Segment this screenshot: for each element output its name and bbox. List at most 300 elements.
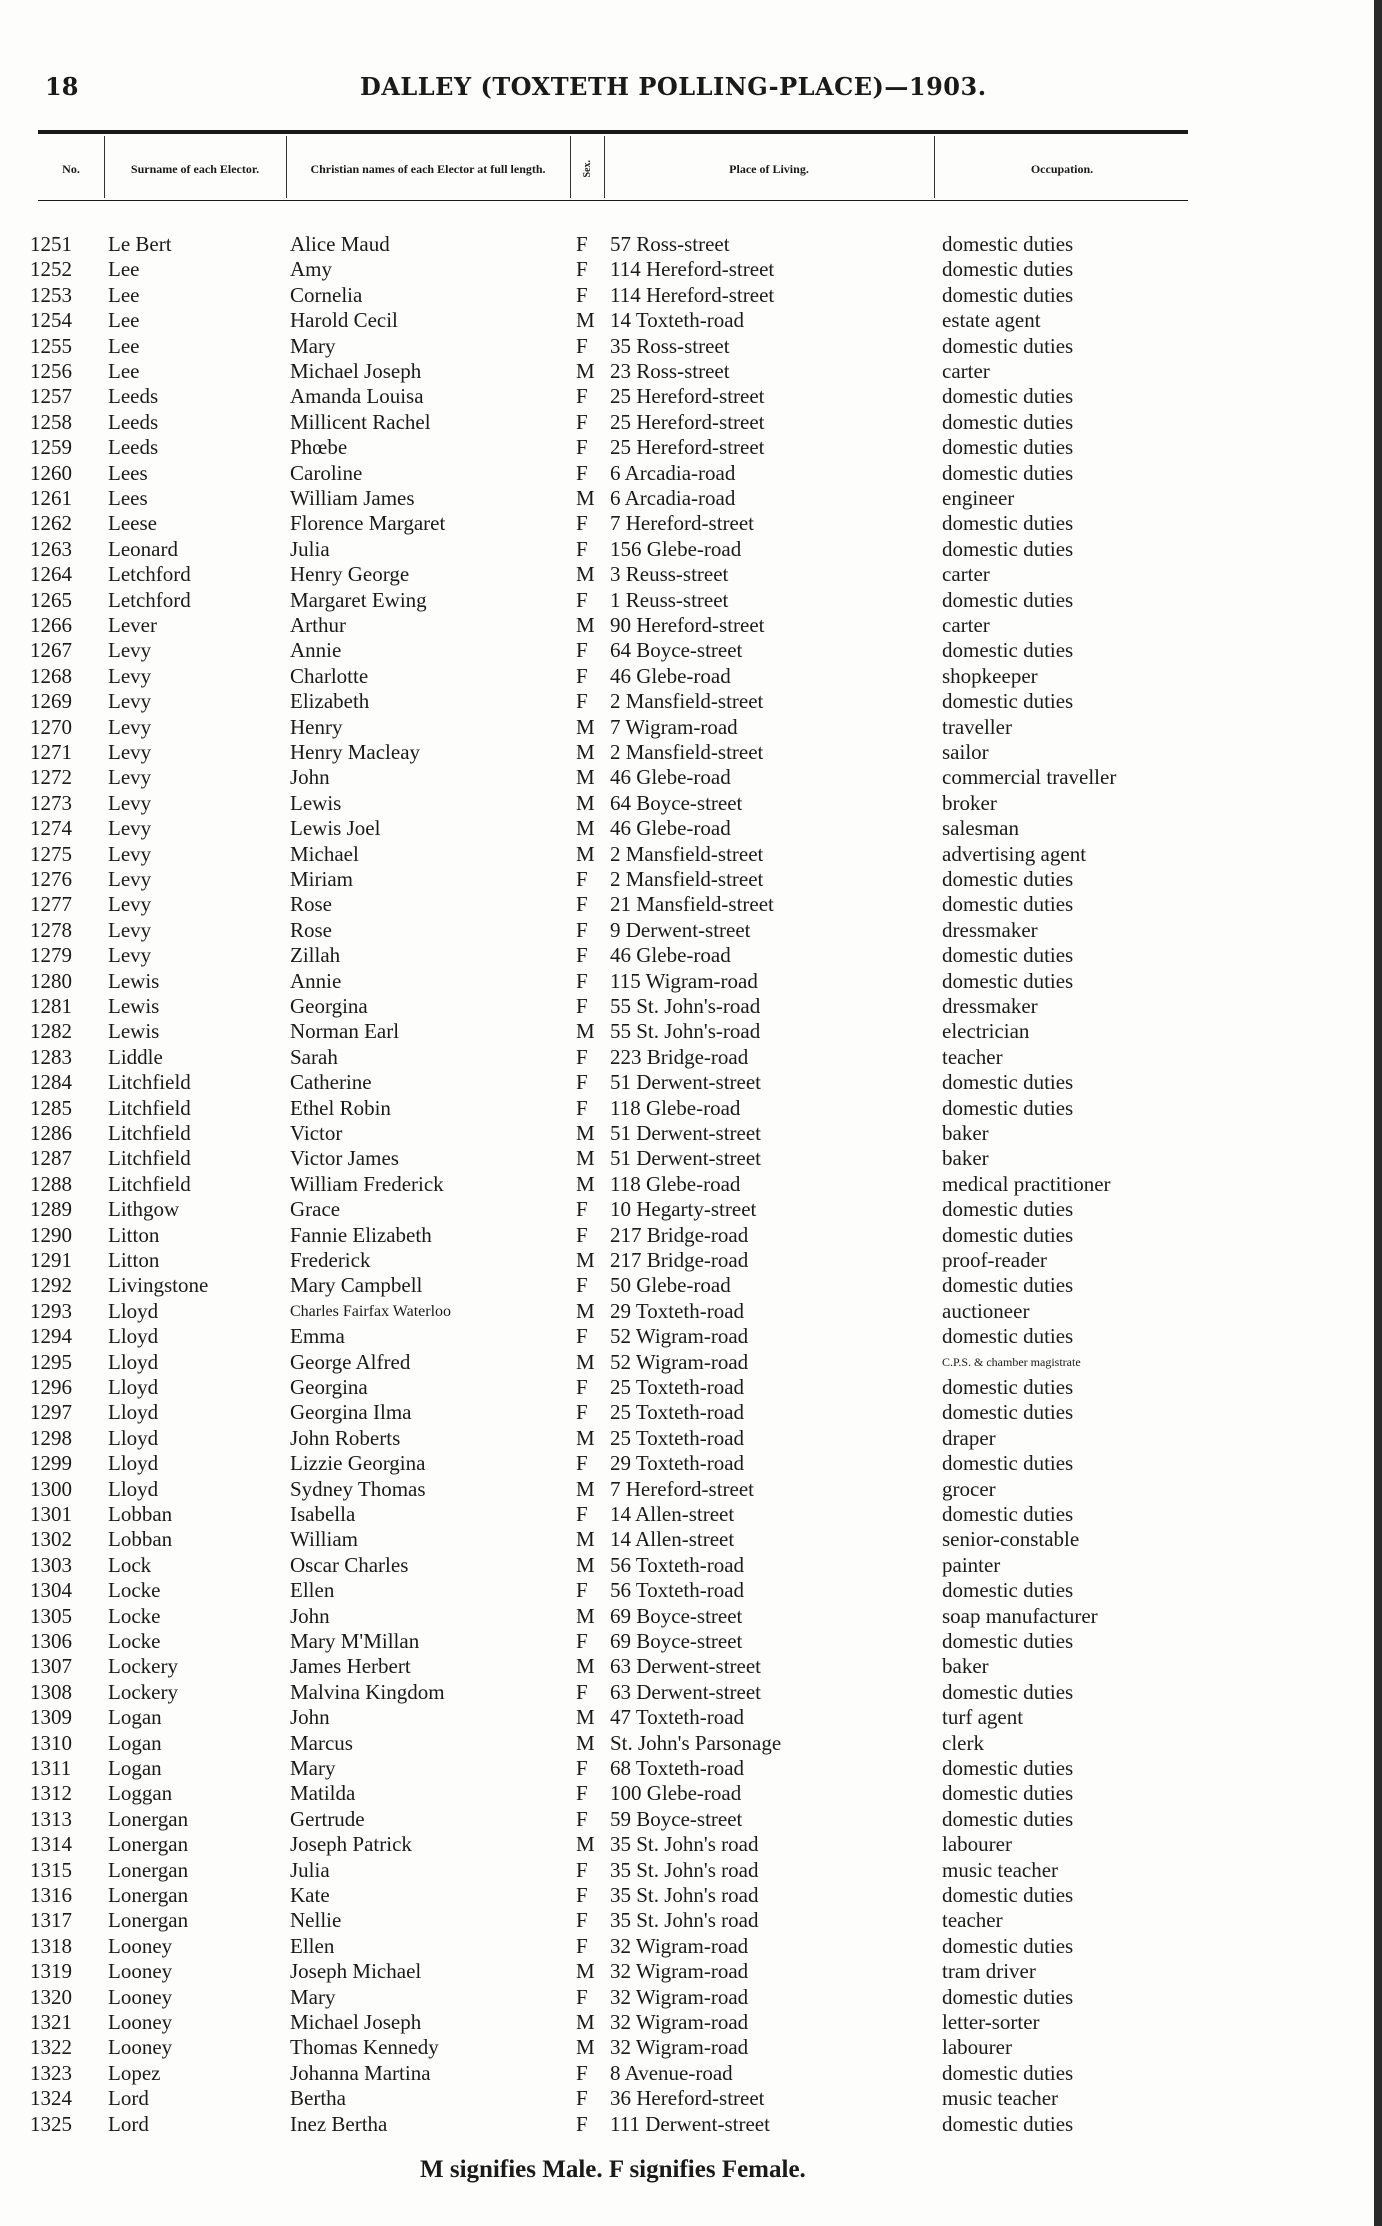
cell-sex: F [576,1578,588,1603]
cell-occupation: domestic duties [942,1324,1074,1349]
cell-occupation: domestic duties [942,1578,1074,1603]
cell-sex: F [576,1781,588,1806]
cell-row-number: 1256 [30,359,72,383]
cell-row-number: 1291 [30,1248,72,1272]
cell-place-of-living: 2 Mansfield-street [610,740,764,764]
cell-christian-names: Mary [290,333,336,358]
cell-row-number: 1279 [30,943,72,968]
cell-sex: F [576,384,588,409]
cell-occupation: broker [942,790,997,815]
cell-place-of-living: 46 Glebe-road [610,765,731,790]
cell-row-number: 1270 [30,714,72,739]
cell-place-of-living: 7 Wigram-road [610,714,738,739]
cell-occupation: shopkeeper [942,663,1038,688]
cell-surname: Lewis [108,1019,160,1044]
cell-occupation: clerk [942,1730,984,1755]
cell-sex: F [576,1679,588,1704]
cell-sex: F [576,232,588,256]
table-row [0,1400,1382,1425]
cell-christian-names: Henry [290,714,343,739]
cell-row-number: 1287 [30,1146,72,1171]
cell-surname: Levy [108,917,152,942]
table-row [0,1756,1382,1781]
cell-row-number: 1263 [30,536,72,561]
table-row [0,257,1382,282]
cell-surname: Leeds [108,435,159,460]
cell-christian-names: Amanda Louisa [290,384,424,409]
page-number: 18 [45,72,79,101]
cell-christian-names: Alice Maud [290,232,390,256]
cell-place-of-living: 2 Mansfield-street [610,867,764,891]
cell-christian-names: John [290,1603,330,1628]
table-row [0,1832,1382,1857]
cell-surname: Litton [108,1222,160,1247]
cell-surname: Lonergan [108,1857,189,1882]
cell-occupation: baker [942,1146,989,1171]
table-row [0,740,1382,765]
cell-occupation: tram driver [942,1959,1036,1984]
cell-row-number: 1313 [30,1806,72,1831]
cell-row-number: 1282 [30,1019,72,1044]
cell-surname: Le Bert [108,232,172,256]
cell-place-of-living: 59 Boyce-street [610,1806,743,1831]
cell-christian-names: Michael Joseph [290,359,422,383]
cell-row-number: 1260 [30,460,72,485]
cell-surname: Levy [108,841,152,866]
cell-place-of-living: 36 Hereford-street [610,2086,765,2111]
cell-occupation: domestic duties [942,333,1074,358]
cell-surname: Locke [108,1578,161,1603]
cell-christian-names: Ellen [290,1578,335,1603]
cell-place-of-living: 69 Boyce-street [610,1603,743,1628]
header-sex-label: Sex. [581,160,593,178]
cell-occupation: domestic duties [942,1070,1074,1095]
cell-row-number: 1276 [30,867,72,891]
cell-occupation: carter [942,562,990,587]
cell-surname: Lee [108,308,140,333]
cell-christian-names: Rose [290,892,332,917]
cell-place-of-living: 25 Hereford-street [610,409,765,434]
cell-row-number: 1266 [30,613,72,637]
cell-sex: F [576,1756,588,1780]
cell-sex: M [576,1959,595,1984]
table-row [0,1934,1382,1959]
cell-surname: Lloyd [108,1298,159,1323]
cell-sex: F [576,1197,588,1222]
cell-surname: Litchfield [108,1146,191,1171]
table-row [0,308,1382,333]
table-row [0,715,1382,740]
cell-occupation: domestic duties [942,257,1074,282]
cell-occupation: domestic duties [942,511,1074,536]
cell-place-of-living: 52 Wigram-road [610,1349,749,1374]
cell-sex: M [576,1705,595,1730]
table-row [0,867,1382,892]
cell-christian-names: Amy [290,257,332,282]
cell-surname: Lewis [108,968,160,993]
cell-christian-names: Zillah [290,943,341,968]
cell-row-number: 1280 [30,968,72,993]
cell-row-number: 1320 [30,1984,72,2009]
cell-sex: F [576,1400,588,1425]
cell-sex: M [576,2035,595,2060]
cell-surname: Lonergan [108,1806,189,1831]
cell-surname: Lloyd [108,1349,159,1374]
cell-row-number: 1273 [30,790,72,815]
table-row [0,664,1382,689]
cell-occupation: estate agent [942,308,1041,333]
cell-occupation: advertising agent [942,841,1087,866]
table-row [0,689,1382,714]
cell-christian-names: Joseph Patrick [290,1832,412,1857]
cell-surname: Lloyd [108,1375,159,1399]
cell-place-of-living: St. John's Parsonage [610,1730,782,1755]
cell-sex: M [576,562,595,587]
table-row [0,334,1382,359]
cell-christian-names: Gertrude [290,1806,365,1831]
cell-christian-names: Fannie Elizabeth [290,1222,432,1247]
cell-occupation: baker [942,1654,989,1679]
cell-christian-names: Frederick [290,1248,371,1272]
table-row [0,1578,1382,1603]
cell-occupation: domestic duties [942,282,1074,307]
cell-christian-names: Lewis Joel [290,816,381,841]
cell-sex: F [576,638,588,663]
cell-sex: F [576,968,588,993]
table-row [0,1096,1382,1121]
cell-place-of-living: 21 Mansfield-street [610,892,774,917]
cell-surname: Lock [108,1552,152,1577]
cell-christian-names: Ellen [290,1933,335,1958]
cell-surname: Litton [108,1248,160,1272]
cell-christian-names: Cornelia [290,282,363,307]
header-surname: Surname of each Elector. [130,161,260,176]
cell-row-number: 1293 [30,1298,72,1323]
cell-occupation: domestic duties [942,968,1074,993]
cell-sex: M [576,1552,595,1577]
cell-occupation: domestic duties [942,1984,1074,2009]
cell-christian-names: Georgina [290,1375,368,1399]
cell-christian-names: Mary [290,1756,336,1780]
cell-place-of-living: 10 Hegarty-street [610,1197,757,1222]
cell-place-of-living: 156 Glebe-road [610,536,742,561]
table-row [0,1375,1382,1400]
cell-occupation: domestic duties [942,1933,1074,1958]
cell-row-number: 1258 [30,409,72,434]
cell-occupation: medical practitioner [942,1171,1111,1196]
cell-surname: Locke [108,1629,161,1653]
cell-surname: Lord [108,2086,149,2111]
cell-christian-names: Julia [290,536,330,561]
cell-christian-names: Elizabeth [290,689,370,714]
cell-christian-names: Catherine [290,1070,372,1095]
cell-surname: Leeds [108,384,159,409]
table-row [0,1426,1382,1451]
cell-sex: F [576,1984,588,2009]
cell-christian-names: Inez Bertha [290,2111,388,2136]
cell-place-of-living: 46 Glebe-road [610,943,731,968]
cell-place-of-living: 46 Glebe-road [610,663,731,688]
cell-occupation: turf agent [942,1705,1024,1730]
table-row [0,816,1382,841]
cell-christian-names: Mary M'Millan [290,1629,420,1653]
table-row [0,1781,1382,1806]
cell-occupation: domestic duties [942,2060,1074,2085]
cell-row-number: 1255 [30,333,72,358]
cell-christian-names: Miriam [290,867,353,891]
cell-occupation: music teacher [942,2086,1059,2111]
cell-sex: F [576,2060,588,2085]
cell-place-of-living: 111 Derwent-street [610,2111,770,2136]
cell-row-number: 1303 [30,1552,72,1577]
cell-surname: Leeds [108,409,159,434]
cell-sex: M [576,765,595,790]
cell-row-number: 1264 [30,562,72,587]
cell-occupation: domestic duties [942,384,1074,409]
cell-sex: F [576,2111,588,2136]
table-row [0,1273,1382,1298]
cell-sex: F [576,333,588,358]
cell-occupation: domestic duties [942,2111,1074,2136]
cell-christian-names: Isabella [290,1502,356,1526]
cell-surname: Lloyd [108,1425,159,1450]
cell-place-of-living: 25 Toxteth-road [610,1425,745,1450]
cell-occupation: domestic duties [942,1400,1074,1425]
cell-place-of-living: 56 Toxteth-road [610,1552,745,1577]
cell-christian-names: Victor James [290,1146,399,1171]
cell-place-of-living: 55 St. John's-road [610,994,761,1018]
cell-occupation: music teacher [942,1857,1059,1882]
cell-row-number: 1315 [30,1857,72,1882]
cell-row-number: 1299 [30,1451,72,1476]
cell-row-number: 1311 [30,1756,72,1780]
cell-christian-names: Lewis [290,790,342,815]
cell-row-number: 1268 [30,663,72,688]
cell-christian-names: William James [290,486,415,510]
cell-occupation: draper [942,1425,996,1450]
table-row [0,969,1382,994]
table-row [0,765,1382,790]
cell-place-of-living: 25 Hereford-street [610,435,765,460]
cell-christian-names: Arthur [290,613,346,637]
cell-place-of-living: 51 Derwent-street [610,1121,762,1145]
cell-row-number: 1323 [30,2060,72,2085]
cell-sex: F [576,1044,588,1069]
cell-place-of-living: 14 Toxteth-road [610,308,745,333]
cell-row-number: 1305 [30,1603,72,1628]
cell-christian-names: Annie [290,968,342,993]
cell-sex: F [576,867,588,891]
cell-sex: F [576,663,588,688]
header-place-of-living: Place of Living. [729,161,809,176]
cell-surname: Lloyd [108,1324,159,1349]
cell-christian-names: Ethel Robin [290,1095,391,1120]
cell-surname: Levy [108,689,152,714]
cell-christian-names: Mary Campbell [290,1273,423,1298]
table-row [0,1553,1382,1578]
cell-row-number: 1261 [30,486,72,510]
cell-place-of-living: 223 Bridge-road [610,1044,749,1069]
cell-sex: F [576,536,588,561]
cell-row-number: 1269 [30,689,72,714]
cell-surname: Lonergan [108,1883,189,1907]
table-row [0,2086,1382,2111]
table-row [0,2112,1382,2137]
cell-surname: Levy [108,638,152,663]
cell-sex: M [576,714,595,739]
cell-surname: Lees [108,460,148,485]
cell-sex: F [576,1451,588,1476]
cell-christian-names: Victor [290,1121,343,1145]
cell-sex: F [576,1933,588,1958]
table-row [0,1858,1382,1883]
cell-row-number: 1321 [30,2010,72,2034]
cell-place-of-living: 32 Wigram-road [610,1933,749,1958]
cell-surname: Lever [108,613,157,637]
cell-place-of-living: 6 Arcadia-road [610,460,736,485]
cell-surname: Levy [108,790,152,815]
cell-sex: F [576,1908,588,1933]
table-row [0,537,1382,562]
table-row [0,562,1382,587]
cell-sex: F [576,257,588,282]
table-row [0,994,1382,1019]
table-row [0,384,1382,409]
cell-christian-names: Phœbe [290,435,348,460]
cell-occupation: teacher [942,1908,1003,1933]
cell-occupation: dressmaker [942,917,1038,942]
cell-surname: Locke [108,1603,161,1628]
cell-sex: M [576,359,595,383]
cell-christian-names: Bertha [290,2086,346,2111]
table-row [0,1477,1382,1502]
cell-row-number: 1289 [30,1197,72,1222]
cell-row-number: 1254 [30,308,72,333]
cell-christian-names: Sydney Thomas [290,1476,426,1501]
cell-christian-names: Lizzie Georgina [290,1451,426,1476]
cell-surname: Loggan [108,1781,173,1806]
cell-christian-names: William [290,1527,358,1552]
cell-row-number: 1301 [30,1502,72,1526]
cell-surname: Levy [108,714,152,739]
cell-sex: F [576,460,588,485]
cell-row-number: 1296 [30,1375,72,1399]
cell-christian-names: John Roberts [290,1425,401,1450]
cell-sex: F [576,435,588,460]
cell-occupation: carter [942,613,990,637]
header-bottom-rule [38,200,1188,201]
cell-place-of-living: 14 Allen-street [610,1502,735,1526]
table-row [0,2010,1382,2035]
cell-sex: F [576,994,588,1018]
cell-occupation: domestic duties [942,1629,1074,1653]
table-row [0,1985,1382,2010]
cell-row-number: 1294 [30,1324,72,1349]
cell-occupation: electrician [942,1019,1030,1044]
cell-sex: M [576,841,595,866]
cell-place-of-living: 115 Wigram-road [610,968,758,993]
cell-sex: F [576,1324,588,1349]
cell-row-number: 1267 [30,638,72,663]
cell-place-of-living: 9 Derwent-street [610,917,751,942]
cell-occupation: domestic duties [942,1756,1074,1780]
cell-row-number: 1275 [30,841,72,866]
cell-surname: Letchford [108,587,191,612]
cell-place-of-living: 35 St. John's road [610,1832,759,1857]
cell-surname: Looney [108,2010,173,2034]
cell-occupation: domestic duties [942,1883,1074,1907]
cell-row-number: 1308 [30,1679,72,1704]
column-divider [286,136,287,198]
table-row [0,1807,1382,1832]
table-row [0,613,1382,638]
cell-occupation: labourer [942,2035,1012,2060]
table-row [0,918,1382,943]
cell-row-number: 1277 [30,892,72,917]
cell-place-of-living: 217 Bridge-road [610,1248,749,1272]
table-row [0,1502,1382,1527]
cell-surname: Logan [108,1756,162,1780]
cell-row-number: 1257 [30,384,72,409]
table-row [0,1959,1382,1984]
cell-christian-names: Charlotte [290,663,369,688]
cell-sex: M [576,308,595,333]
cell-place-of-living: 51 Derwent-street [610,1070,762,1095]
cell-occupation: domestic duties [942,587,1074,612]
cell-row-number: 1317 [30,1908,72,1933]
cell-sex: F [576,943,588,968]
cell-surname: Levy [108,943,152,968]
table-row [0,1197,1382,1222]
cell-place-of-living: 25 Hereford-street [610,384,765,409]
cell-sex: F [576,1883,588,1907]
table-row [0,1527,1382,1552]
cell-sex: F [576,409,588,434]
cell-christian-names: George Alfred [290,1349,411,1374]
cell-sex: M [576,1121,595,1145]
cell-sex: M [576,1654,595,1679]
cell-row-number: 1252 [30,257,72,282]
cell-christian-names: Oscar Charles [290,1552,409,1577]
cell-occupation: domestic duties [942,1095,1074,1120]
cell-surname: Lee [108,282,140,307]
cell-sex: M [576,1298,595,1323]
cell-christian-names: Florence Margaret [290,511,446,536]
cell-sex: M [576,1476,595,1501]
cell-sex: M [576,1832,595,1857]
cell-sex: M [576,1019,595,1044]
cell-sex: F [576,1806,588,1831]
cell-place-of-living: 2 Mansfield-street [610,841,764,866]
cell-christian-names: Joseph Michael [290,1959,422,1984]
cell-place-of-living: 90 Hereford-street [610,613,765,637]
cell-place-of-living: 55 St. John's-road [610,1019,761,1044]
cell-christian-names: Annie [290,638,342,663]
cell-occupation: domestic duties [942,1197,1074,1222]
table-row [0,1350,1382,1375]
cell-surname: Lees [108,486,148,510]
cell-occupation: domestic duties [942,1781,1074,1806]
cell-christian-names: Julia [290,1857,330,1882]
cell-occupation: domestic duties [942,1273,1074,1298]
cell-occupation: domestic duties [942,1222,1074,1247]
cell-sex: M [576,1146,595,1171]
cell-row-number: 1324 [30,2086,72,2111]
cell-christian-names: Johanna Martina [290,2060,431,2085]
cell-place-of-living: 64 Boyce-street [610,638,743,663]
cell-place-of-living: 6 Arcadia-road [610,486,736,510]
cell-row-number: 1281 [30,994,72,1018]
